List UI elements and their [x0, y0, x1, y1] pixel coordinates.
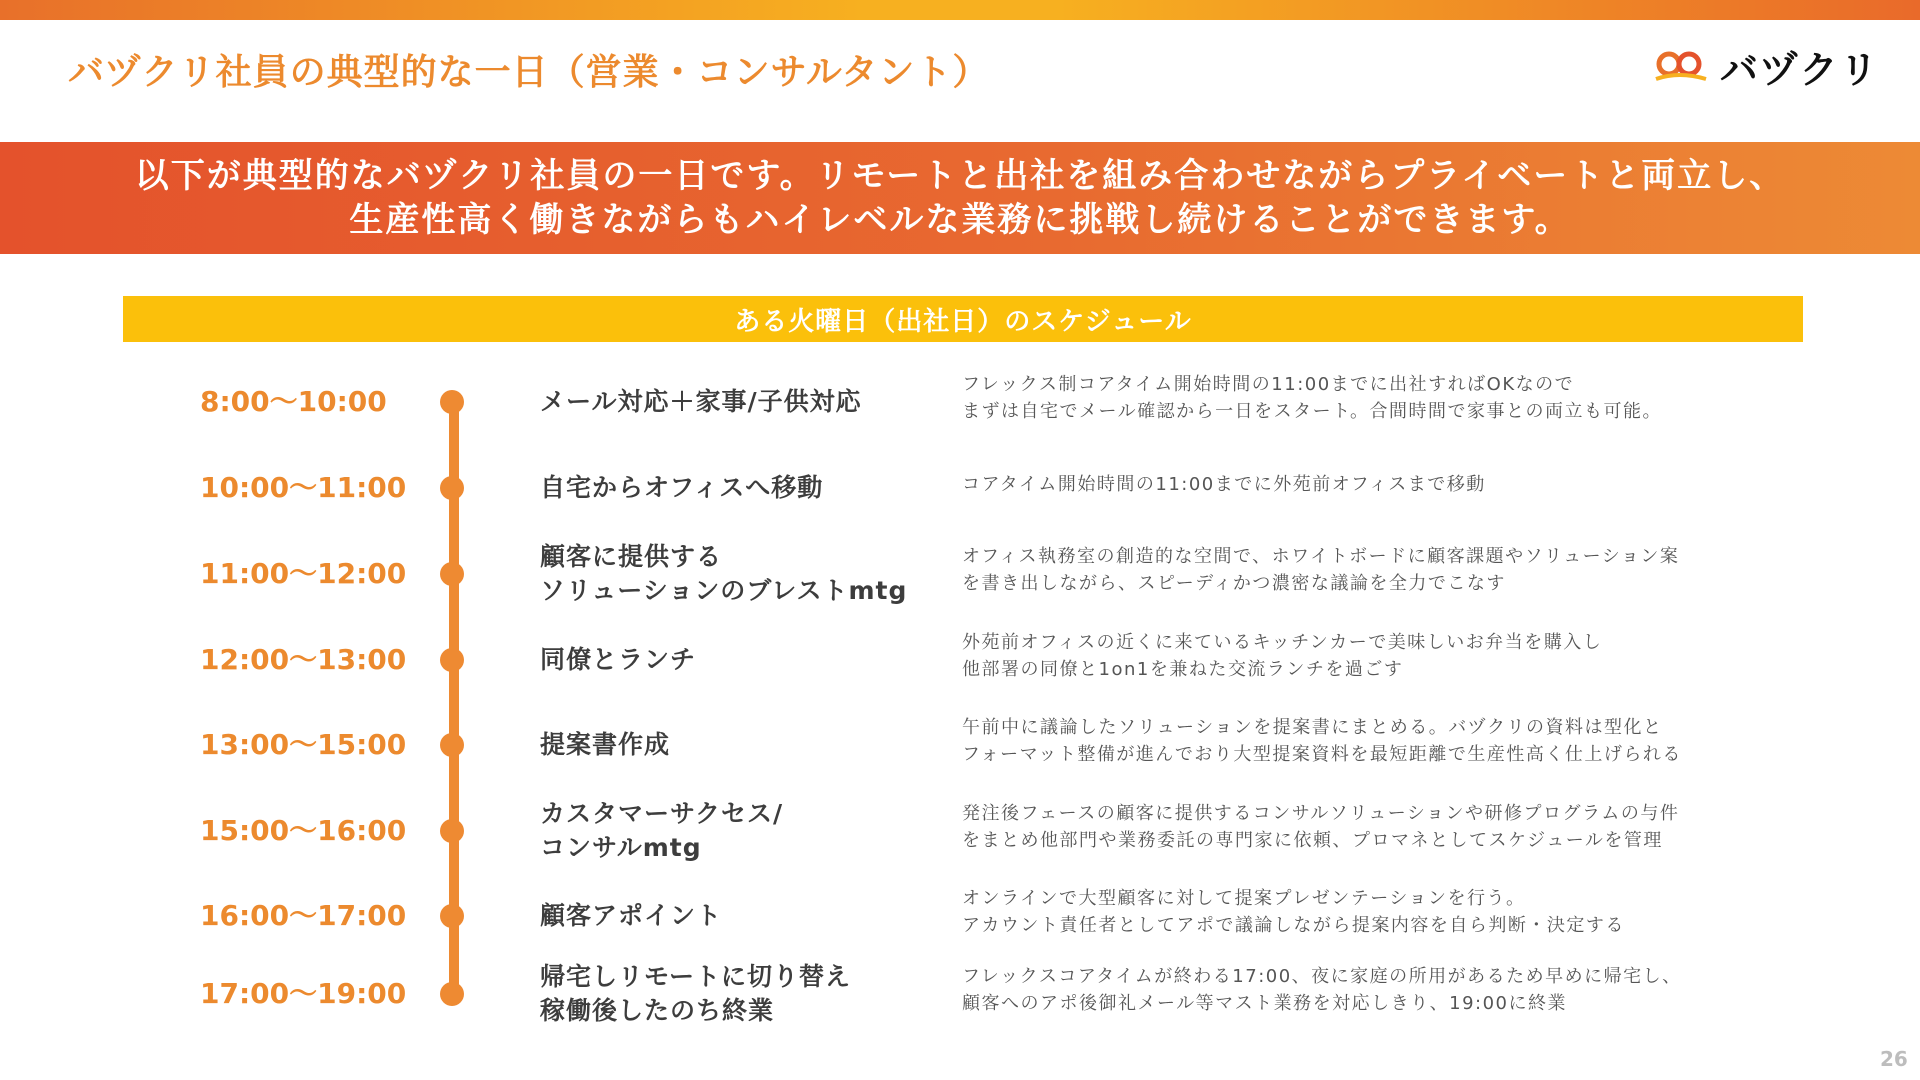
schedule-time: 12:00〜13:00: [200, 643, 407, 676]
schedule-description-line: フォーマット整備が進んでおり大型提案資料を最短距離で生産性高く仕上げられる: [962, 744, 1682, 765]
schedule-description-line: 顧客へのアポ後御礼メール等マスト業務を対応しきり、19:00に終業: [962, 993, 1568, 1014]
schedule-description-line: 他部署の同僚と1on1を兼ねた交流ランチを過ごす: [962, 659, 1404, 680]
schedule-description: [962, 629, 1812, 683]
schedule-task-line: 提案書作成: [540, 730, 671, 759]
schedule-task: [540, 471, 940, 505]
schedule-task: [540, 728, 940, 762]
banner-line-2: 生産性高く働きながらもハイレベルな業務に挑戦し続けることができます。: [349, 200, 1571, 240]
schedule-description-line: まずは自宅でメール確認から一日をスタート。合間時間で家事との両立も可能。: [962, 401, 1663, 422]
schedule-description: [962, 371, 1812, 425]
schedule-description: [962, 471, 1812, 498]
schedule-task: [540, 643, 940, 677]
timeline-dot: [440, 982, 464, 1006]
schedule-description-line: アカウント責任者としてアポで議論しながら提案内容を自ら判断・決定する: [962, 915, 1625, 936]
schedule-task-line: 稼働後したのち終業: [540, 996, 775, 1025]
schedule-task-line: メール対応＋家事/子供対応: [540, 387, 862, 416]
schedule-time: 16:00〜17:00: [200, 899, 407, 932]
schedule-task-line: 同僚とランチ: [540, 645, 697, 674]
banner-line-1: 以下が典型的なバヅクリ社員の一日です。リモートと出社を組み合わせながらプライベートと両立し、: [134, 156, 1786, 196]
schedule-description: [962, 543, 1812, 597]
timeline-dot: [440, 562, 464, 586]
schedule-time: 13:00〜15:00: [200, 728, 407, 761]
timeline-dot: [440, 904, 464, 928]
schedule-description-line: を書き出しながら、スピーディかつ濃密な議論を全力でこなす: [962, 573, 1506, 594]
schedule-description-line: 外苑前オフィスの近くに来ているキッチンカーで美味しいお弁当を購入し: [962, 632, 1603, 653]
schedule-task-line: 顧客アポイント: [540, 901, 723, 930]
schedule-description-line: をまとめ他部門や業務委託の専門家に依頼、プロマネとしてスケジュールを管理: [962, 830, 1663, 851]
company-logo: [1652, 44, 1880, 92]
timeline-dot: [440, 648, 464, 672]
schedule-description-line: コアタイム開始時間の11:00までに外苑前オフィスまで移動: [962, 473, 1486, 495]
schedule-task-line: 顧客に提供する: [540, 542, 723, 571]
schedule-description: [962, 714, 1812, 768]
schedule-description-line: オンラインで大型顧客に対して提案プレゼンテーションを行う。: [962, 888, 1526, 909]
page-title: バヅクリ社員の典型的な一日（営業・コンサルタント）: [68, 52, 990, 93]
schedule-task-line: ソリューションのブレストmtg: [540, 576, 908, 605]
schedule-task-line: コンサルmtg: [540, 833, 702, 862]
schedule-description: [962, 963, 1812, 1017]
schedule-description-line: 午前中に議論したソリューションを提案書にまとめる。バヅクリの資料は型化と: [962, 717, 1663, 738]
page-number: 26: [1880, 1047, 1908, 1071]
logo-mark-icon: [1652, 49, 1710, 83]
schedule-description: [962, 885, 1812, 939]
schedule-task: [540, 385, 940, 419]
schedule-time: 17:00〜19:00: [200, 977, 407, 1010]
timeline-dot: [440, 390, 464, 414]
logo-text: バヅクリ: [1720, 47, 1880, 92]
schedule-description: [962, 800, 1812, 854]
schedule-task: [540, 540, 940, 608]
schedule-description-line: オフィス執務室の創造的な空間で、ホワイトボードに顧客課題やソリューション案: [962, 546, 1680, 567]
timeline-dot: [440, 733, 464, 757]
schedule-heading: ある火曜日（出社日）のスケジュール: [123, 296, 1803, 342]
schedule-task-line: 自宅からオフィスへ移動: [540, 473, 824, 502]
top-accent-stripe: [0, 0, 1920, 20]
schedule-time: 8:00〜10:00: [200, 385, 387, 418]
schedule-time: 10:00〜11:00: [200, 471, 407, 504]
intro-banner: [0, 142, 1920, 254]
schedule-description-line: 発注後フェースの顧客に提供するコンサルソリューションや研修プログラムの与件: [962, 803, 1680, 824]
schedule-description-line: フレックスコアタイムが終わる17:00、夜に家庭の所用があるため早めに帰宅し、: [962, 966, 1682, 987]
timeline-dot: [440, 819, 464, 843]
schedule-task: [540, 797, 940, 865]
schedule-description-line: フレックス制コアタイム開始時間の11:00までに出社すればOKなので: [962, 374, 1575, 395]
timeline-dot: [440, 476, 464, 500]
schedule-task: [540, 960, 940, 1028]
schedule-time: 15:00〜16:00: [200, 814, 407, 847]
schedule-task-line: 帰宅しリモートに切り替え: [540, 962, 852, 991]
schedule-task-line: カスタマーサクセス/: [540, 799, 784, 828]
schedule-task: [540, 899, 940, 933]
schedule-time: 11:00〜12:00: [200, 557, 407, 590]
